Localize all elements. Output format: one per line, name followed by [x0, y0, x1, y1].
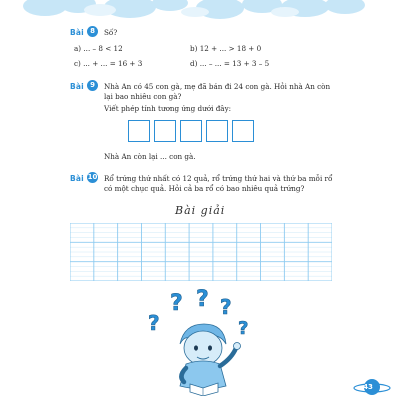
answer-box[interactable] — [206, 120, 228, 142]
exercise-8-c: c) ... + ... = 16 + 3 — [74, 59, 143, 68]
question-mark-icon: ? — [220, 295, 232, 319]
page-number: 43 — [363, 383, 373, 391]
exercise-10-line2: có một chục quả. Hỏi cả ba rổ có bao nhiêu quả trứng? — [104, 184, 305, 193]
answer-box[interactable] — [128, 120, 150, 142]
writing-grid[interactable] — [70, 223, 332, 281]
exercise-8-prompt: Số? — [104, 28, 118, 37]
exercise-8-a: a) ... – 8 < 12 — [74, 44, 123, 53]
exercise-9-number: 9 — [87, 80, 98, 91]
answer-box[interactable] — [154, 120, 176, 142]
answer-box[interactable] — [232, 120, 254, 142]
cloud-border-icon — [0, 0, 400, 34]
answer-box[interactable] — [180, 120, 202, 142]
exercise-8-b: b) 12 + ... > 18 + 0 — [190, 44, 262, 53]
exercise-10-label: Bài — [70, 174, 84, 183]
exercise-10-number: 10 — [87, 173, 98, 181]
child-thinking-icon — [140, 288, 270, 396]
question-mark-icon: ? — [196, 288, 209, 312]
exercise-8-number: 8 — [87, 26, 98, 37]
answer-box-row — [128, 120, 258, 142]
question-mark-icon: ? — [238, 318, 249, 339]
exercise-9-line2: lại bao nhiêu con gà? — [104, 92, 182, 101]
exercise-9-line1: Nhà An có 45 con gà, mẹ đã bán đi 24 con gà. Hỏi nhà An còn — [104, 82, 331, 91]
exercise-10-line1: Rổ trứng thứ nhất có 12 quả, rổ trứng thứ hai và thứ ba mỗi rổ — [104, 174, 333, 183]
solution-title: Bài giải — [175, 204, 226, 217]
exercise-9-answer: Nhà An còn lại ... con gà. — [104, 152, 196, 161]
exercise-8-d: d) ... – ... = 13 + 3 – 5 — [190, 59, 270, 68]
question-mark-icon: ? — [148, 311, 160, 335]
question-mark-icon: ? — [170, 291, 183, 316]
exercise-9-line3: Viết phép tính tương ứng dưới đây: — [104, 104, 232, 113]
exercise-8-label: Bài — [70, 28, 84, 37]
exercise-9-label: Bài — [70, 82, 84, 91]
